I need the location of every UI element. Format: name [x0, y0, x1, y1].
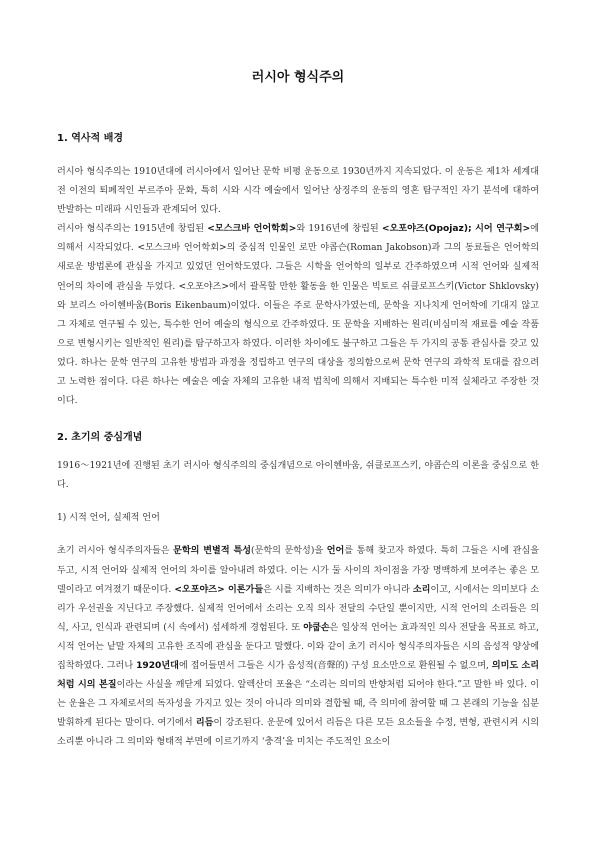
text-run: 1916～1921년에 진행된 초기 러시아 형식주의의 중심개념으로 아이헨바움, 쉬클로프스키, 야콥슨의 이론을 중심으로 한다.	[57, 461, 539, 491]
history-paragraph-2	[57, 220, 539, 411]
text-run: 에 의해서 시작되었다. <모스크바 언어학회>의 중심적 인물인 로만 야콥슨(Roman Jakobson)과 그의 동료들은 언어학의 새로운 방법론에 관심을 가지고 있었던 언어학도였다. 그들은 시학을 언어학의 일부로 간주하였으며 시적 언어와 실제적 언어의 차이에 관심을 두었다. <오포야즈>에서 괄목할 만한 활동을 한 인물은 빅토르 쉬클로프스키(Victor Shklovsky)와 보리스 아이헨바움(Boris Eikenbaum)이었다. 이들은 주로 문학사가였는데, 문학을 지나치게 언어학에 기대지 않고 그 자체로 연구될 수 있는, 특수한 언어 예술의 형식으로 간주하였다. 또 문학을 지배하는 원리(비심미적 재료를 예술 작품으로 변형시키는 일반적인 원리)를 탐구하고자 하였다. 이러한 차이에도 불구하고 그들은 두 가지의 공통 관심사를 갖고 있었다. 하나는 문학 연구의 고유한 방법과 과정을 정립하고 연구의 대상을 정의함으로써 문학 연구의 과학적 토대를 잡으려고 노력한 점이다. 다른 하나는 예술은 예술 자체의 고유한 내적 법칙에 의해서 지배되는 특수한 미적 실체라고 주장한 것이다.	[57, 224, 539, 407]
emphasized-term: 의미도 소리처럼 시의 본질	[57, 660, 539, 691]
text-run: 이고, 시에서는 의미보다 소리가 우선권을 지닌다고 주장했다. 실제적 언어에서 소리는 오직 의사 전달의 수단일 뿐이지만, 시적 언어의 소리들은 의식, 사고, 인식과 관련되며 (시 속에서) 섬세하게 경험된다. 또	[57, 584, 539, 633]
text-run: 은 시를 지배하는 것은 의미가 아니라	[263, 584, 413, 595]
text-run: 이 강조된다. 운문에 있어서 리듬은 다른 모든 요소들을 수정, 변형, 관련시켜 시의 소리뿐 아니라 그 의미와 형태적 부면에 이르기까지 ‘충격’을 미치는 주도적인 요소이	[57, 718, 540, 748]
document-title: 러시아 형식주의	[251, 70, 345, 85]
text-run: 은 일상적 언어는 효과적인 의사 전달을 목표로 하고, 시적 언어는 낱말 자체의 고유한 조직에 관심을 둔다고 말했다. 이와 같이 초기 러시아 형식주의자들은 시의 음성적 양상에 집착하였다. 그러나	[57, 622, 539, 671]
section-heading-history: 1. 역사적 배경	[57, 133, 124, 144]
text-run: 와 1916년에 창립된	[296, 224, 382, 235]
text-run: 러시아 형식주의는 1915년에 창립된	[57, 224, 208, 235]
text-run: 초기 러시아 형식주의자들은	[57, 546, 174, 557]
emphasized-term: 리듬	[195, 718, 214, 729]
emphasized-term: <오포야즈> 이론가들	[174, 584, 264, 595]
text-run: 이라는 사실을 깨닫게 되었다. 알렉산더 포율은 “소리는 의미의 반향처럼 되어야 한다.”고 말한 바 있다. 이는 운율은 그 자체로서의 독자성을 가지고 있는 것이 아니라 의미와 결합될 때, 즉 의미에 참여할 때 그 본래의 기능을 십분 발휘하게 된다는 말이다. 여기에서	[57, 680, 540, 729]
text-run: 를 통해 찾고자 하였다. 특히 그들은 시에 관심을 두고, 시적 언어와 실제적 언어의 차이를 알아내려 하였다. 이는 시가 둘 사이의 차이점을 가장 명백하게 보여주는 좋은 모델이라고 여겨졌기 때문이다.	[57, 546, 539, 595]
emphasized-term: 야쿱손	[303, 622, 330, 633]
history-paragraph-1	[57, 163, 539, 220]
emphasized-term: 1920년대	[136, 660, 179, 671]
poetic-language-paragraph	[57, 542, 539, 752]
text-run: 에 접어들면서 그들은 시가 음성적(音聲的) 구성 요소만으로 환원될 수 없으며,	[178, 660, 492, 671]
subsection-heading-poetic-language: 1) 시적 언어, 실제적 언어	[57, 513, 160, 524]
emphasized-term: <모스크바 언어학회>	[207, 224, 297, 235]
section-heading-concepts: 2. 초기의 중심개념	[57, 432, 143, 444]
emphasized-term: 문학의 변별적 특성	[173, 546, 252, 557]
concepts-intro-paragraph	[57, 457, 539, 495]
emphasized-term: <오포야즈(Opojaz); 시어 연구회>	[381, 224, 531, 235]
text-run: (문학의 문학성)을	[251, 546, 327, 557]
emphasized-term: 언어	[326, 546, 345, 557]
text-run: 러시아 형식주의는 1910년대에 러시아에서 일어난 문학 비평 운동으로 1930년까지 지속되었다. 이 운동은 제1차 세계대전 이전의 퇴폐적인 부르주아 문화, 특히 시와 시각 예술에서 일어난 상징주의 운동의 영혼 탐구적인 자기 분석에 대하여 반발하는 미래파 시인들과 관계되어 있다.	[57, 167, 539, 216]
emphasized-term: 소리	[412, 584, 431, 595]
